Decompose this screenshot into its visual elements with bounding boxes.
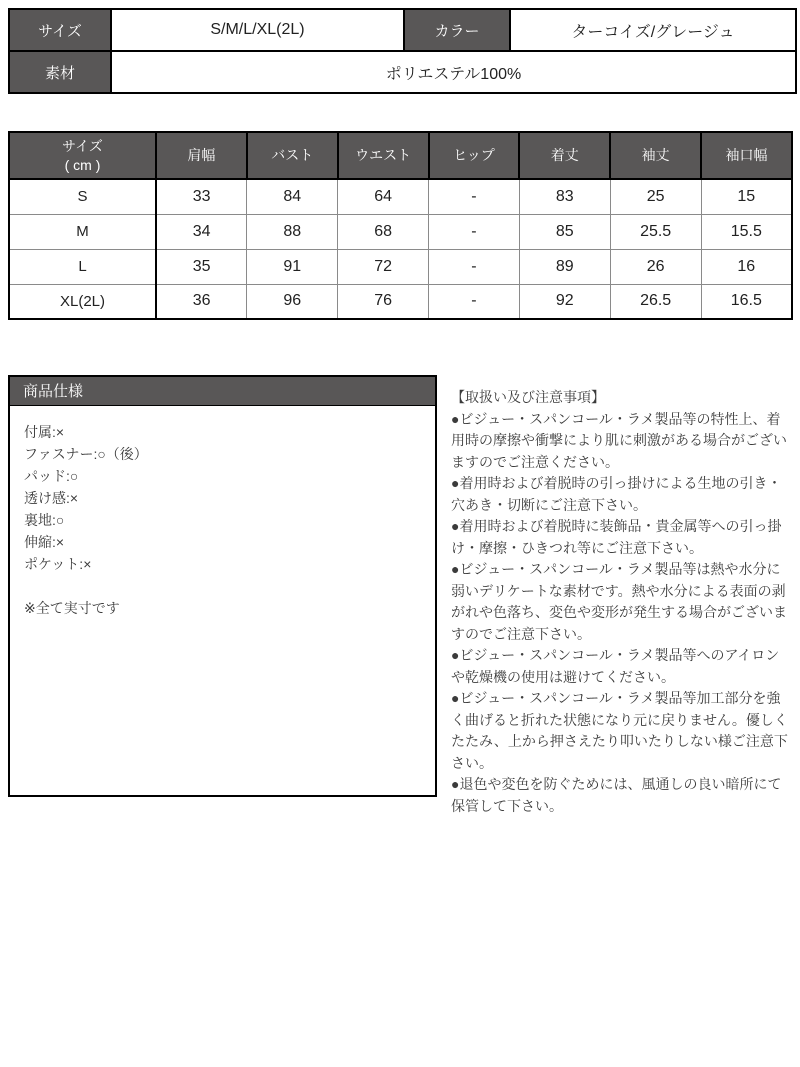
size-chart-row-xl	[9, 284, 792, 319]
info-size-value: S/M/L/XL(2L)	[111, 9, 404, 51]
size-cell: 96	[247, 284, 338, 319]
size-cell: -	[429, 284, 520, 319]
size-chart-row-s	[9, 179, 792, 214]
size-chart-header-shoulder: 肩幅	[156, 132, 247, 179]
size-cell: 76	[338, 284, 429, 319]
handling-note-item: ●ビジュー・スパンコール・ラメ製品等は熱や水分に弱いデリケートな素材です。熱や水分による表面の剥がれや色落ち、変色や変形が発生する場合がございますのでご注意下さい。	[451, 561, 787, 642]
size-cell: 84	[247, 179, 338, 214]
info-color-label: カラー	[404, 9, 510, 51]
product-spec-title: 商品仕様	[10, 377, 435, 406]
size-chart-header-row	[9, 132, 792, 179]
size-cell: 15.5	[701, 214, 792, 249]
size-cell: -	[429, 214, 520, 249]
size-chart-header-sleeve: 袖丈	[610, 132, 701, 179]
size-cell: 91	[247, 249, 338, 284]
size-cell: -	[429, 249, 520, 284]
size-cell: 33	[156, 179, 247, 214]
size-chart-row-m	[9, 214, 792, 249]
handling-note-item: ●ビジュー・スパンコール・ラメ製品等へのアイロンや乾燥機の使用は避けてください。	[451, 647, 780, 685]
size-chart-header-size-title: サイズ	[62, 137, 103, 154]
info-row-size-color	[9, 9, 796, 51]
size-cell: 36	[156, 284, 247, 319]
spec-line-sheerness: 透け感:×	[24, 490, 79, 506]
size-chart-row-l	[9, 249, 792, 284]
size-chart-header-size-unit: ( cm )	[64, 156, 101, 173]
spec-line-lining: 裏地:○	[24, 512, 65, 528]
size-cell: 88	[247, 214, 338, 249]
handling-notes	[437, 375, 792, 817]
size-chart-header-size	[9, 132, 156, 179]
handling-notes-title: 【取扱い及び注意事項】	[451, 389, 605, 405]
handling-note-item: ●ビジュー・スパンコール・ラメ製品等加工部分を強く曲げると折れた状態になり元に戻りません。優しくたたみ、上から押さえたり叩いたりしない様ご注意下さい。	[451, 690, 788, 771]
info-material-label: 素材	[9, 51, 111, 93]
size-chart-header-length: 着丈	[519, 132, 610, 179]
size-cell: 25	[610, 179, 701, 214]
handling-note-item: ●着用時および着脱時に装飾品・貴金属等への引っ掛け・摩擦・ひきつれ等にご注意下さい。	[451, 518, 782, 556]
product-spec-box	[8, 375, 437, 797]
size-cell: L	[9, 249, 156, 284]
handling-note-item: ●ビジュー・スパンコール・ラメ製品等の特性上、着用時の摩擦や衝撃により肌に刺激がある場合がございますのでご注意ください。	[451, 410, 787, 470]
size-cell: 35	[156, 249, 247, 284]
size-cell: 64	[338, 179, 429, 214]
size-cell: S	[9, 179, 156, 214]
size-cell: 89	[519, 249, 610, 284]
product-spec-body	[10, 406, 435, 634]
spec-line-stretch: 伸縮:×	[24, 534, 65, 550]
size-cell: 16.5	[701, 284, 792, 319]
spec-line-accessory: 付属:×	[24, 424, 65, 440]
spec-line-pad: パッド:○	[24, 468, 79, 484]
info-size-label: サイズ	[9, 9, 111, 51]
size-chart-header-hip: ヒップ	[429, 132, 520, 179]
size-cell: 68	[338, 214, 429, 249]
size-cell: 34	[156, 214, 247, 249]
size-cell: 26	[610, 249, 701, 284]
product-info-table	[8, 8, 797, 94]
size-cell: 26.5	[610, 284, 701, 319]
info-color-value: ターコイズ/グレージュ	[510, 9, 796, 51]
spec-line-fastener: ファスナー:○（後）	[24, 446, 148, 462]
info-material-value: ポリエステル100%	[111, 51, 796, 93]
size-cell: 15	[701, 179, 792, 214]
info-row-material	[9, 51, 796, 93]
size-cell: M	[9, 214, 156, 249]
spec-line-pocket: ポケット:×	[24, 556, 92, 572]
handling-note-item: ●着用時および着脱時の引っ掛けによる生地の引き・穴あき・切断にご注意下さい。	[451, 475, 782, 513]
size-cell: 85	[519, 214, 610, 249]
size-cell: 72	[338, 249, 429, 284]
bottom-section	[8, 375, 792, 817]
size-chart-header-cuff: 袖口幅	[701, 132, 792, 179]
size-cell: XL(2L)	[9, 284, 156, 319]
size-cell: 16	[701, 249, 792, 284]
handling-note-item: ●退色や変色を防ぐためには、風通しの良い暗所にて保管して下さい。	[451, 776, 782, 814]
size-cell: 25.5	[610, 214, 701, 249]
spec-note-actual-size: ※全て実寸です	[24, 600, 120, 616]
size-chart-header-bust: バスト	[247, 132, 338, 179]
size-cell: 83	[519, 179, 610, 214]
size-chart-table	[8, 131, 793, 320]
size-chart-header-waist: ウエスト	[338, 132, 429, 179]
size-cell: -	[429, 179, 520, 214]
size-cell: 92	[519, 284, 610, 319]
